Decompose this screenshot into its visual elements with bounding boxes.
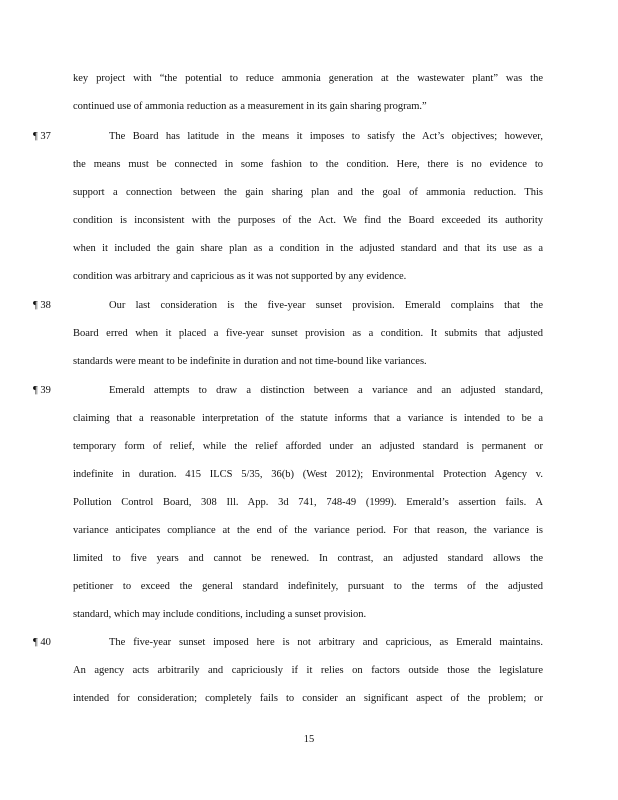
text-line: temporary form of relief, while the relief afforded under an adjusted standard is permanent or bbox=[73, 441, 543, 452]
text-line: key project with “the potential to reduce ammonia generation at the wastewater plant” was the bbox=[73, 73, 543, 84]
text-line: standards were meant to be indefinite in duration and not time-bound like variances. bbox=[73, 356, 427, 367]
text-line: when it included the gain share plan as a condition in the adjusted standard and that its use as a bbox=[73, 243, 543, 254]
text-line: support a connection between the gain sharing plan and the goal of ammonia reduction. This bbox=[73, 187, 543, 198]
text-line: continued use of ammonia reduction as a measurement in its gain sharing program.” bbox=[73, 101, 427, 112]
paragraph-mark: ¶ 40 bbox=[33, 637, 51, 648]
text-line: the means must be connected in some fashion to the condition. Here, there is no evidence to bbox=[73, 159, 543, 170]
paragraph-mark: ¶ 38 bbox=[33, 300, 51, 311]
text-line: condition was arbitrary and capricious as it was not supported by any evidence. bbox=[73, 271, 407, 282]
text-line: limited to five years and cannot be renewed. In contrast, an adjusted standard allows the bbox=[73, 553, 543, 564]
text-line: Board erred when it placed a five-year sunset provision as a condition. It submits that adjusted bbox=[73, 328, 543, 339]
text-line: condition is inconsistent with the purposes of the Act. We find the Board exceeded its authority bbox=[73, 215, 543, 226]
text-line: The five-year sunset imposed here is not arbitrary and capricious, as Emerald maintains. bbox=[109, 637, 543, 648]
text-line: standard, which may include conditions, including a sunset provision. bbox=[73, 609, 367, 620]
text-line: claiming that a reasonable interpretation of the statute informs that a variance is intended to be a bbox=[73, 413, 543, 424]
page-number: 15 bbox=[303, 734, 315, 745]
text-line: variance anticipates compliance at the end of the variance period. For that reason, the variance is bbox=[73, 525, 543, 536]
text-line: intended for consideration; completely fails to consider an significant aspect of the problem; or bbox=[73, 693, 543, 704]
text-line: Emerald attempts to draw a distinction between a variance and an adjusted standard, bbox=[109, 385, 543, 396]
text-line: petitioner to exceed the general standard indefinitely, pursuant to the terms of the adjusted bbox=[73, 581, 543, 592]
paragraph-mark: ¶ 37 bbox=[33, 131, 51, 142]
text-line: Pollution Control Board, 308 Ill. App. 3d 741, 748-49 (1999). Emerald’s assertion fails. A bbox=[73, 497, 543, 508]
text-line: Our last consideration is the five-year sunset provision. Emerald complains that the bbox=[109, 300, 543, 311]
paragraph-mark: ¶ 39 bbox=[33, 385, 51, 396]
text-line: The Board has latitude in the means it imposes to satisfy the Act’s objectives; however, bbox=[109, 131, 543, 142]
text-line: indefinite in duration. 415 ILCS 5/35, 36(b) (West 2012); Environmental Protection Agency v. bbox=[73, 469, 543, 480]
text-line: An agency acts arbitrarily and capriciously if it relies on factors outside those the legislature bbox=[73, 665, 543, 676]
